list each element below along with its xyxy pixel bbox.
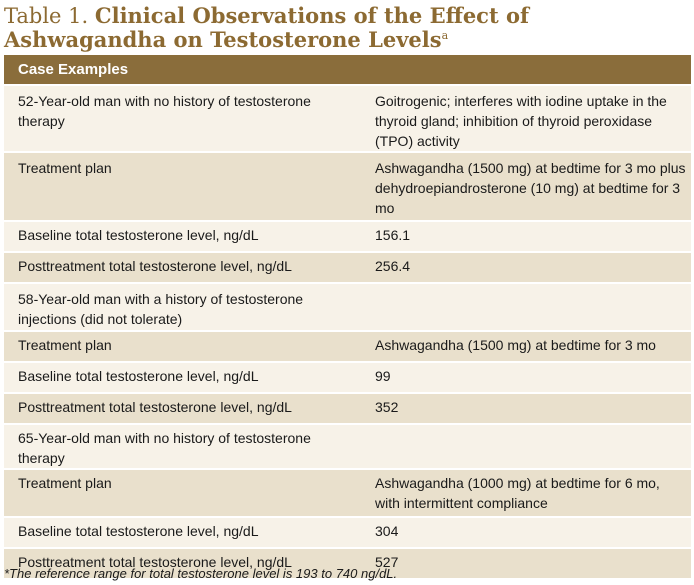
- table-row: [4, 152, 691, 221]
- table-row: [4, 393, 691, 424]
- row-value: Ashwagandha (1000 mg) at bedtime for 6 mo, with intermittent compliance: [361, 469, 691, 517]
- row-value: Ashwagandha (1500 mg) at bedtime for 3 mo plus dehydroepiandrosterone (10 mg) at bedtime for 3 mo: [361, 152, 691, 221]
- footnote-marker: a: [441, 29, 449, 42]
- table-title: [4, 4, 690, 52]
- row-label: Posttreatment total testosterone level, ng/dL: [4, 252, 361, 283]
- row-label: Treatment plan: [4, 469, 361, 517]
- table-row: [4, 85, 691, 152]
- row-label: Baseline total testosterone level, ng/dL: [4, 362, 361, 393]
- row-label: 52-Year-old man with no history of testosterone therapy: [4, 85, 361, 152]
- row-label: Posttreatment total testosterone level, ng/dL: [4, 393, 361, 424]
- table-row: [4, 517, 691, 548]
- row-label: Baseline total testosterone level, ng/dL: [4, 517, 361, 548]
- row-value: Goitrogenic; interferes with iodine uptake in the thyroid gland; inhibition of thyroid peroxidase (TPO) activity: [361, 85, 691, 152]
- table-row: [4, 424, 691, 469]
- row-label: 58-Year-old man with a history of testosterone injections (did not tolerate): [4, 283, 361, 331]
- table-row: [4, 331, 691, 362]
- table-caption: Clinical Observations of the Effect of Ashwagandha on Testosterone Levels: [4, 3, 530, 52]
- row-value: 256.4: [361, 252, 691, 283]
- row-value: Ashwagandha (1500 mg) at bedtime for 3 mo: [361, 331, 691, 362]
- row-value: [361, 424, 691, 469]
- table-footnote: *The reference range for total testosterone level is 193 to 740 ng/dL.: [4, 566, 398, 581]
- row-label: Treatment plan: [4, 331, 361, 362]
- row-value: 99: [361, 362, 691, 393]
- row-label: Posttreatment total testosterone level, ng/dL: [4, 548, 361, 579]
- table-row: [4, 362, 691, 393]
- table-row: [4, 221, 691, 252]
- row-label: Baseline total testosterone level, ng/dL: [4, 221, 361, 252]
- row-label: Treatment plan: [4, 152, 361, 221]
- row-value: 156.1: [361, 221, 691, 252]
- table-header: Case Examples: [4, 55, 691, 85]
- table-row: [4, 469, 691, 517]
- row-value: [361, 283, 691, 331]
- row-value: 527: [361, 548, 691, 579]
- table-row: [4, 283, 691, 331]
- table-row: [4, 252, 691, 283]
- case-examples-table: [4, 55, 691, 580]
- table-number: Table 1.: [4, 4, 95, 28]
- row-label: 65-Year-old man with no history of testosterone therapy: [4, 424, 361, 469]
- row-value: 304: [361, 517, 691, 548]
- row-value: 352: [361, 393, 691, 424]
